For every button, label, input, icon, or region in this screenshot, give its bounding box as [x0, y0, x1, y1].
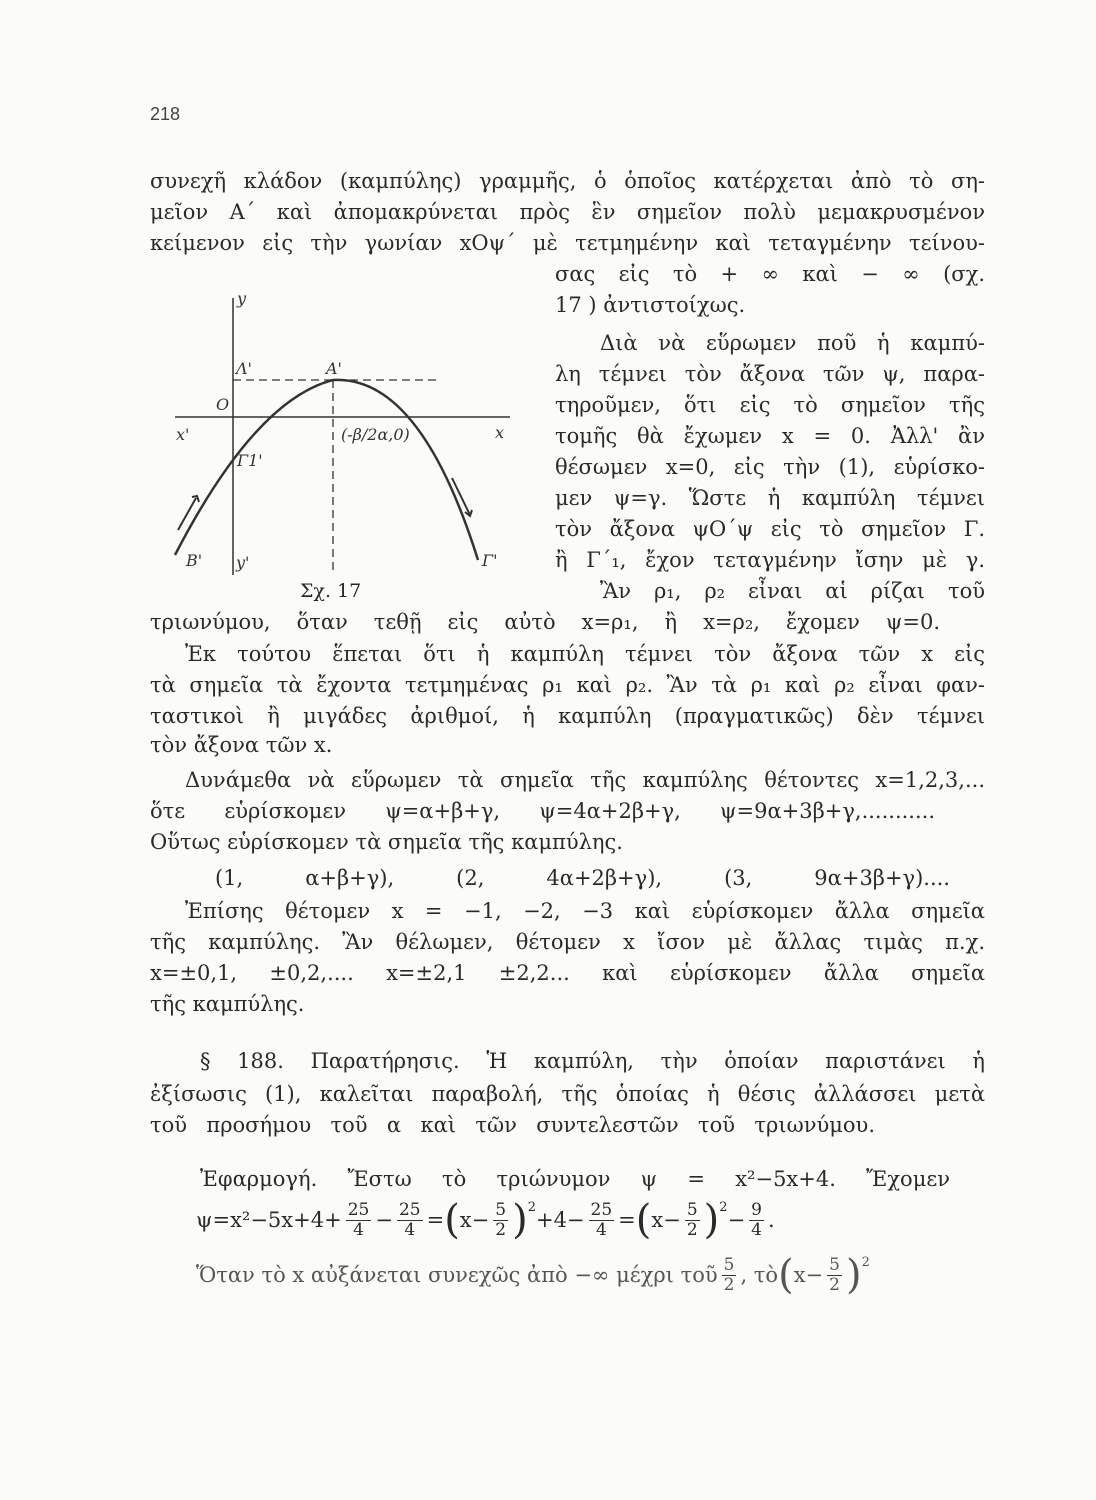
label-yprime: y'	[236, 553, 250, 572]
text-line: ἢ Γ΄₁, ἔχον τεταγμένην ἴσην μὲ γ.	[555, 548, 985, 572]
fraction: 5 2	[723, 1254, 735, 1295]
text-line: ταστικοὶ ἢ μιγάδες ἀριθμοί, ἡ καμπύλη (πραγματικῶς) δὲν τέμνει	[150, 704, 985, 728]
text-line: μεν ψ=γ. Ὥστε ἡ καμπύλη τέμνει	[555, 486, 985, 510]
fraction: $\frac{5}{2}$	[829, 1254, 840, 1295]
text-line: τοῦ προσήμου τοῦ α καὶ τῶν συντελεστῶν τοῦ τριωνύμου.	[150, 1113, 875, 1137]
text-line: Ἐπίσης θέτομεν x = −1, −2, −3 καὶ εὑρίσκομεν ἄλλα σημεῖα	[185, 899, 985, 923]
text-line: τὸν ἄξονα ψΟ΄ψ εἰς τὸ σημεῖον Γ.	[555, 517, 985, 541]
parabola-figure	[160, 285, 530, 585]
eq-part: +4−	[535, 1208, 585, 1232]
text-line: τὸν ἄξονα τῶν x.	[150, 733, 333, 757]
text-line: Ἐφαρμογή. Ἔστω τὸ τριώνυμον ψ = x²−5x+4. Ἔχομεν	[200, 1167, 950, 1191]
text-line: μεῖον Α΄ καὶ ἀπομακρύνεται πρὸς ἓν σημεῖον πολὺ μεμακρυσμένον	[150, 200, 985, 224]
text-line: λη τέμνει τὸν ἄξονα τῶν ψ, παρα-	[555, 362, 985, 386]
text-line: Διὰ νὰ εὕρωμεν ποῦ ἡ καμπύ-	[600, 331, 985, 355]
fraction: $\frac{9}{4}$	[751, 1199, 762, 1240]
label-vertex: (-β/2α,0)	[341, 425, 410, 444]
fraction: $\frac{25}{4}$	[347, 1199, 370, 1240]
label-x: x	[495, 423, 505, 442]
fraction: $\frac{5}{2}$	[495, 1199, 507, 1240]
text-line: θέσωμεν x=0, εἰς τὴν (1), εὑρίσκο-	[555, 455, 985, 479]
text-line: § 188. Παρατήρησις. Ἡ καμπύλη, τὴν ὁποίαν παριστάνει ἡ	[200, 1049, 985, 1073]
label-gamma1: Γ1'	[237, 451, 263, 470]
eq-part: −	[727, 1208, 746, 1232]
text-line: τριωνύμου, ὅταν τεθῇ εἰς αὐτὸ x=ρ₁, ἢ x=ρ₂, ἔχομεν ψ=0.	[150, 610, 940, 634]
text-line: Ἂν ρ₁, ρ₂ εἶναι αἱ ρίζαι τοῦ	[600, 579, 985, 603]
eq-part: x−	[459, 1208, 490, 1232]
text-line: Οὕτως εὑρίσκομεν τὰ σημεῖα τῆς καμπύλης.	[150, 830, 623, 854]
text-line: συνεχῆ κλάδον (καμπύλης) γραμμῆς, ὁ ὁποῖος κατέρχεται ἀπὸ τὸ ση-	[150, 169, 985, 193]
text-line: τομῆς θὰ ἔχωμεν x = 0. Ἀλλ' ἂν	[555, 424, 985, 448]
text-line: ἐξίσωσις (1), καλεῖται παραβολή, τῆς ὁποίας ἡ θέσις ἀλλάσσει μετὰ	[150, 1082, 985, 1106]
label-o: O	[216, 395, 230, 414]
fraction: $\frac{25}{4}$	[590, 1199, 613, 1240]
text-line: 17 ) ἀντιστοίχως.	[555, 293, 746, 317]
text-line: σας εἰς τὸ + ∞ καὶ − ∞ (σχ.	[555, 262, 985, 286]
eq-part: =	[426, 1208, 445, 1232]
fraction: $\frac{25}{4}$	[398, 1199, 421, 1240]
text-line: τὰ σημεῖα τὰ ἔχοντα τετμημένας ρ₁ καὶ ρ₂. Ἂν τὰ ρ₁ καὶ ρ₂ εἶναι φαν-	[150, 673, 985, 697]
label-xprime: x'	[176, 425, 190, 444]
label-b: B'	[186, 551, 203, 570]
fraction: $\frac{5}{2}$	[686, 1199, 698, 1240]
text-line: x=±0,1, ±0,2,.... x=±2,1 ±2,2... καὶ εὑρίσκομεν ἄλλα σημεῖα	[150, 961, 985, 985]
eq-part: x−	[651, 1208, 681, 1232]
last-line: Ὅταν τὸ x αὐξάνεται συνεχῶς ἀπὸ −∞ μέχρι τοῦ 5 2 , τὸ ( x− $\frac{5}{2}$ ) $^2$	[196, 1252, 870, 1298]
arrow-up-left	[178, 496, 199, 530]
text-line: κείμενον εἰς τὴν γωνίαν xOψ΄ μὲ τετμημένην καὶ τεταγμένην τείνου-	[150, 231, 985, 255]
label-y: y	[237, 289, 247, 308]
text-line: τῆς καμπύλης.	[150, 992, 305, 1016]
eq-part: ψ=x²−5x+4+	[196, 1208, 342, 1232]
label-gamma: Γ'	[482, 551, 498, 570]
text-line: ὅτε εὑρίσκομεν ψ=α+β+γ, ψ=4α+2β+γ, ψ=9α+3β+γ,...........	[150, 799, 935, 823]
eq-part: =	[618, 1208, 636, 1232]
text-line: τηροῦμεν, ὅτι εἰς τὸ σημεῖον τῆς	[555, 393, 985, 417]
text-line: Ἐκ τούτου ἕπεται ὅτι ἡ καμπύλη τέμνει τὸν ἄξονα τῶν x εἰς	[185, 642, 985, 666]
page-number: 218	[150, 104, 181, 124]
text-line: Δυνάμεθα νὰ εὕρωμεν τὰ σημεῖα τῆς καμπύλης θέτοντες x=1,2,3,...	[185, 768, 985, 792]
figure-caption: Σχ. 17	[300, 580, 362, 602]
text-line: τῆς καμπύλης. Ἂν θέλωμεν, θέτομεν x ἴσον μὲ ἄλλας τιμὰς π.χ.	[150, 930, 985, 954]
label-a: A'	[326, 359, 342, 378]
text-line: (1, α+β+γ), (2, 4α+2β+γ), (3, 9α+3β+γ)....	[215, 866, 950, 890]
eq-part: −	[375, 1208, 393, 1232]
label-lambda: Λ'	[236, 359, 252, 378]
equation: ψ=x²−5x+4+ $\frac{25}{4}$ − $\frac{25}{4}$ = ( x− $\frac{5}{2}$ ) $^2$ +4− $\frac{25}{4}$ = ( x− $\frac{5}{2}$ ) $^2$ − $\frac{9}{4}$ .	[196, 1197, 775, 1243]
